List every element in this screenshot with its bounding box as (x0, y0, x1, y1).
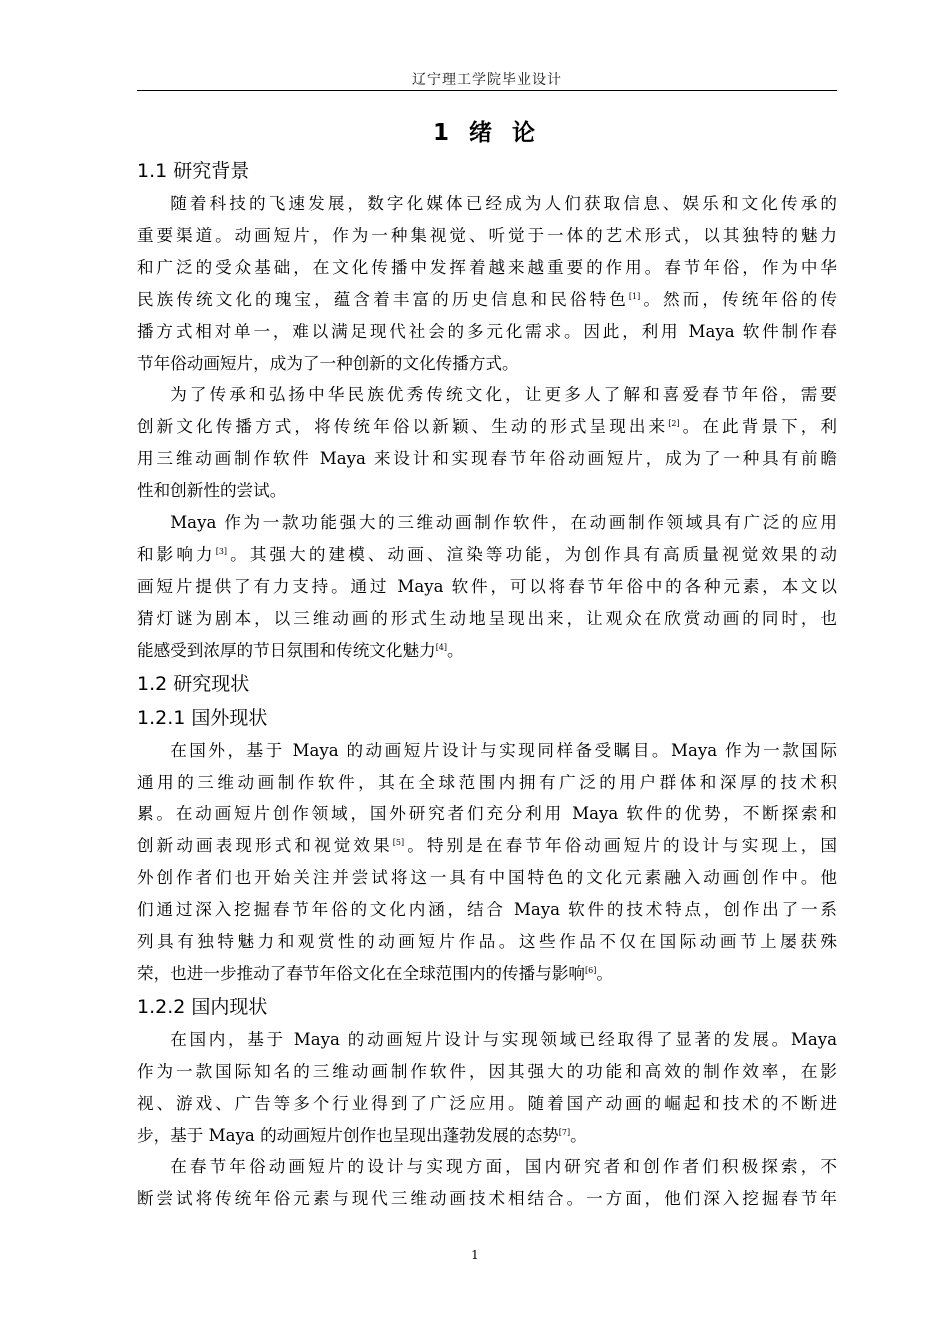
section-heading-1-2-1: 1.2.1 国外现状 (137, 706, 268, 729)
paragraph-background-3 (137, 507, 837, 667)
text-span: 。其强大的建模、动画、渲染等功能，为创作具有高质量视觉效果的动 (227, 544, 838, 564)
text-line (137, 539, 837, 571)
text-span: 荣，也进一步推动了春节年俗文化在全球范围内的传播与影响 (137, 963, 586, 983)
text-line: 重要渠道。动画短片，作为一种集视觉、听觉于一体的艺术形式，以其独特的魅力 (137, 225, 837, 245)
text-line (137, 958, 837, 990)
text-line: 们通过深入挖掘春节年俗的文化内涵，结合 Maya 软件的技术特点，创作出了一系 (137, 900, 837, 920)
citation-ref: [6] (585, 965, 597, 975)
text-line (137, 411, 837, 443)
text-line: 猜灯谜为剧本，以三维动画的形式生动地呈现出来，让观众在欣赏动画的同时，也 (137, 608, 837, 628)
paragraph-background-1 (137, 188, 837, 379)
citation-ref: [7] (558, 1127, 571, 1137)
paragraph-foreign-status (137, 735, 837, 990)
section-heading-1-2: 1.2 研究现状 (137, 672, 250, 695)
text-line: 视、游戏、广告等多个行业得到了广泛应用。随着国产动画的崛起和技术的不断进 (137, 1093, 837, 1113)
text-line: 在国内，基于 Maya 的动画短片设计与实现领域已经取得了显著的发展。Maya (170, 1029, 837, 1049)
citation-ref: [3] (215, 546, 228, 556)
text-span: 创新动画表现形式和视觉效果 (137, 836, 393, 856)
text-line (137, 830, 837, 862)
text-span: 民族传统文化的瑰宝，蕴含着丰富的历史信息和民俗特色 (137, 289, 629, 309)
text-line: 通用的三维动画制作软件，其在全球范围内拥有广泛的用户群体和深厚的技术积 (137, 772, 837, 792)
text-span: 和影响力 (137, 544, 216, 564)
text-line (137, 284, 837, 316)
paragraph-background-2 (137, 379, 837, 507)
text-span: 。 (596, 963, 613, 983)
text-span: 能感受到浓厚的节日氛围和传统文化魅力 (137, 640, 436, 660)
section-heading-1-1: 1.1 研究背景 (137, 160, 250, 182)
text-line: 断尝试将传统年俗元素与现代三维动画技术相结合。一方面，他们深入挖掘春节年 (137, 1189, 837, 1209)
paragraph-domestic-status-1 (137, 1024, 837, 1152)
text-line (137, 635, 837, 667)
text-span: 。然而，传统年俗的传 (640, 289, 838, 309)
text-line (137, 1120, 837, 1152)
text-span: 。 (447, 640, 464, 660)
page-header: 辽宁理工学院毕业设计 (412, 72, 562, 88)
text-line: 在国外，基于 Maya 的动画短片设计与实现同样备受瞩目。Maya 作为一款国际 (170, 740, 837, 760)
text-line: 播方式相对单一，难以满足现代社会的多元化需求。因此，利用 Maya 软件制作春 (137, 321, 837, 341)
text-line: 性和创新性的尝试。 (137, 481, 287, 501)
text-line: 列具有独特魅力和观赏性的动画短片作品。这些作品不仅在国际动画节上屡获殊 (137, 932, 837, 952)
citation-ref: [1] (628, 291, 641, 301)
header-rule (137, 90, 837, 91)
text-line: 累。在动画短片创作领域，国外研究者们充分利用 Maya 软件的优势，不断探索和 (137, 804, 837, 824)
text-span: 创新文化传播方式，将传统年俗以新颖、生动的形式呈现出来 (137, 417, 669, 437)
text-line: 随着科技的飞速发展，数字化媒体已经成为人们获取信息、娱乐和文化传承的 (170, 194, 837, 213)
text-line: 外创作者们也开始关注并尝试将这一具有中国特色的文化元素融入动画创作中。他 (137, 868, 837, 888)
text-line: 用三维动画制作软件 Maya 来设计和实现春节年俗动画短片，成为了一种具有前瞻 (137, 449, 837, 469)
chapter-title: 1 绪 论 (432, 120, 542, 146)
page-number: 1 (471, 1248, 479, 1262)
text-line: 为了传承和弘扬中华民族优秀传统文化，让更多人了解和喜爱春节年俗，需要 (170, 385, 837, 405)
text-span: 步，基于 Maya 的动画短片创作也呈现出蓬勃发展的态势 (137, 1125, 559, 1145)
paragraph-domestic-status-2 (137, 1151, 837, 1215)
text-line: 节年俗动画短片，成为了一种创新的文化传播方式。 (137, 353, 519, 373)
section-heading-1-2-2: 1.2.2 国内现状 (137, 995, 268, 1018)
citation-ref: [4] (435, 642, 448, 652)
text-span: 。在此背景下，利 (679, 417, 838, 437)
text-line: 在春节年俗动画短片的设计与实现方面，国内研究者和创作者们积极探索，不 (170, 1157, 837, 1177)
text-line: 画短片提供了有力支持。通过 Maya 软件，可以将春节年俗中的各种元素，本文以 (137, 576, 837, 596)
text-line: Maya 作为一款功能强大的三维动画制作软件，在动画制作领域具有广泛的应用 (170, 513, 837, 533)
citation-ref: [2] (668, 419, 680, 429)
text-line: 作为一款国际知名的三维动画制作软件，因其强大的功能和高效的制作效率，在影 (137, 1061, 837, 1081)
text-line: 和广泛的受众基础，在文化传播中发挥着越来越重要的作用。春节年俗，作为中华 (137, 257, 837, 277)
page-content (137, 112, 837, 1215)
citation-ref: [5] (392, 838, 405, 848)
text-span: 。 (570, 1125, 587, 1145)
text-span: 。特别是在春节年俗动画短片的设计与实现上，国 (404, 836, 838, 856)
